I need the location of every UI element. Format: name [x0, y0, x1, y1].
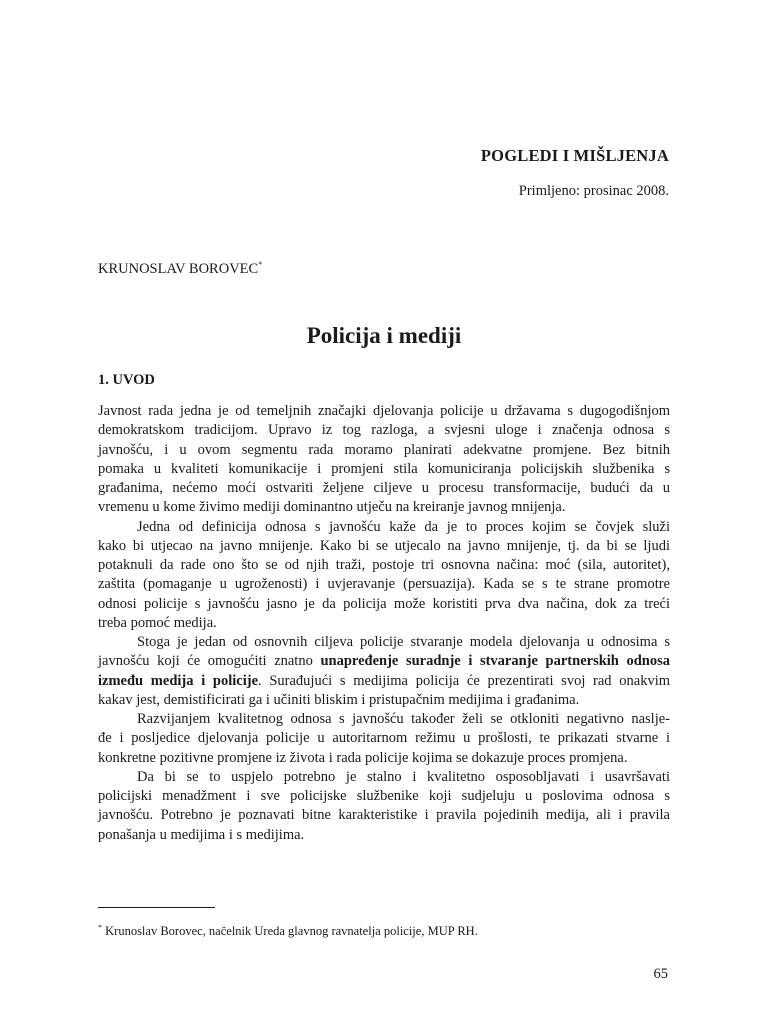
text-line: Javnost rada jedna je od temeljnih značajki djelovanja policije u državama s dugogodišnjom [98, 403, 670, 419]
text-line: javnošću. Potrebno je poznavati bitne karakteristike i pravila pojedinih medija, ali i pravila [98, 807, 670, 824]
text-line [98, 672, 670, 691]
emphasis-text: unapređenje suradnje i stvaranje partnerskih odnosa [320, 653, 670, 670]
text-line: konkretne pozitivne promjene iz života i rada policije kojima se dokazuje proces promjena. [98, 749, 628, 766]
text-line: vremenu u kome živimo mediji dominantno utječu na kreiranje javnog mnijenja. [98, 499, 566, 516]
article-body [98, 402, 670, 845]
text-line: građanima, nećemo moći ostvariti željene ciljeve u procesu transformacije, budući da u [98, 480, 670, 496]
paragraph-2 [98, 518, 670, 634]
text-line: policijski menadžment i sve policijske službenike koji sudjeluju u poslovima odnosa s [98, 788, 670, 804]
paragraph-5 [98, 768, 670, 845]
footnote-text: Krunoslav Borovec, načelnik Ureda glavnog ravnatelja policije, MUP RH. [102, 924, 478, 938]
author-line [98, 261, 262, 278]
text-line: javnošću, i u ovom segmentu rada moramo planirati adekvatne promjene. Bez bitnih [98, 441, 670, 458]
text-line: ponašanja u medijima i s medijima. [98, 826, 305, 843]
footnote-mark: * [98, 922, 102, 932]
received-date: Primljeno: prosinac 2008. [518, 183, 669, 199]
text-line: treba pomoć medija. [98, 614, 217, 631]
text-line: zaštita (pomaganje u ugroženosti) i uvjeravanje (persuazija). Kada se s te strane promotre [98, 576, 670, 593]
text-line: đe i posljedice djelovanja policije u autoritarnom režimu u prošlosti, te prikazati stvarne i [98, 730, 670, 747]
text-run: . Surađujući s medijima policija će prezentirati svoj rad onakvim [258, 672, 671, 689]
paragraph-1 [98, 402, 670, 518]
text-line: potaknuli da rade ono što se od njih traži, postoje tri osnovna načina: moć (sila, autoritet), [98, 557, 670, 573]
text-run: javnošću koji će omogućiti znatno [98, 653, 321, 670]
text-line: demokratskom tradicijom. Upravo iz tog razloga, a svjesni uloge i značenja odnosa s [98, 422, 670, 439]
text-line: Razvijanjem kvalitetnog odnosa s javnošću također želi se otkloniti negativno naslje- [137, 711, 670, 727]
text-line: Stoga je jedan od osnovnih ciljeva policije stvaranje modela djelovanja u odnosima s [137, 634, 670, 650]
author-footnote-mark: * [258, 260, 263, 270]
section-heading: 1. UVOD [98, 372, 155, 388]
text-line [98, 652, 670, 671]
emphasis-text: između medija i policije [98, 672, 259, 689]
paragraph-4 [98, 710, 670, 768]
paragraph-3 [98, 633, 670, 710]
text-line: odnosi policije s javnošću jasno je da policija može koristiti prva dva načina, dok za treći [98, 595, 670, 612]
text-line: Jedna od definicija odnosa s javnošću kaže da je to proces kojim se čovjek služi [137, 518, 670, 535]
text-line: kako bi utjecao na javno mnijenje. Kako bi se utjecalo na javno mnijenje, tj. da bi se ljudi [98, 537, 670, 554]
footnote [98, 924, 478, 939]
author-name: KRUNOSLAV BOROVEC [98, 261, 259, 277]
text-line: Da bi se to uspjelo potrebno je stalno i kvalitetno osposobljavati i usavršavati [137, 768, 670, 785]
text-line: kakav jest, demistificirati ga i učiniti bliskim i pristupačnim medijima i građanima. [98, 691, 580, 708]
footnote-divider [98, 907, 215, 908]
page-number: 65 [653, 966, 668, 982]
article-title: Policija i mediji [306, 323, 462, 348]
text-line: pomaka u kvaliteti komunikacije i promjeni stila komuniciranja policijskih službenika s [98, 460, 670, 477]
section-label: POGLEDI I MIŠLJENJA [480, 146, 669, 165]
